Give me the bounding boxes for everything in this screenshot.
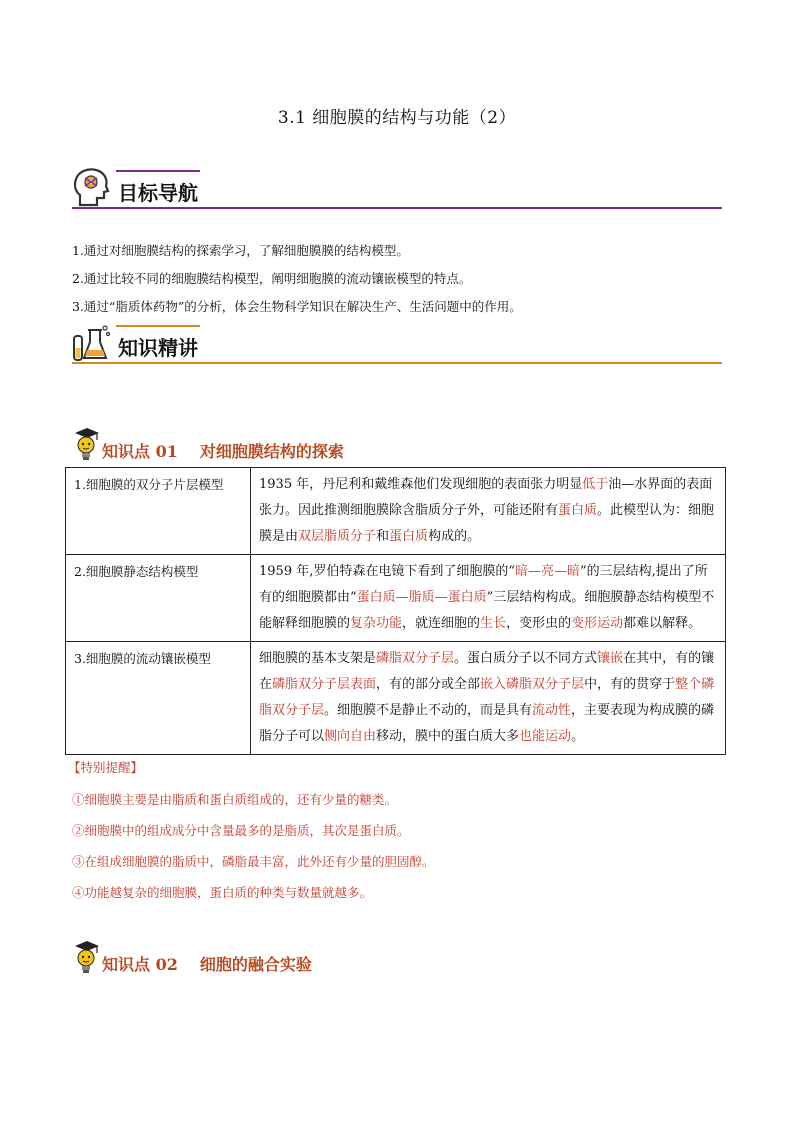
description-text: 和 [376, 529, 390, 544]
description-text: 在其中，有的镶在 [259, 651, 715, 692]
header-top-rule [116, 325, 200, 327]
reminder-item: ②细胞膜中的组成成分中含量最多的是脂质，其次是蛋白质。 [72, 823, 410, 838]
goal-item: 1.通过对细胞膜结构的探索学习，了解细胞膜膜的结构模型。 [72, 243, 409, 258]
goals-section-title: 目标导航 [118, 181, 198, 205]
description-text: 细胞膜的基本支架是 [259, 651, 377, 666]
special-reminder [68, 759, 722, 915]
goal-item: 2.通过比较不同的细胞膜结构模型，阐明细胞膜的流动镶嵌模型的特点。 [72, 271, 472, 286]
model-description-cell [251, 642, 726, 755]
knowledge-section-rule [72, 362, 722, 364]
knowledge-section-header [72, 322, 722, 368]
goals-list [72, 242, 722, 326]
key-term: 生长 [480, 616, 507, 631]
table-row [66, 642, 726, 755]
reminder-item: ①细胞膜主要是由脂质和蛋白质组成的，还有少量的糖类。 [72, 792, 398, 807]
knowledge-point-name: 细胞的融合实验 [199, 955, 312, 974]
description-text: ，变形虫的 [506, 616, 572, 631]
description-text: ”的三层结构,提出了所有的细胞膜都由“ [259, 564, 708, 605]
key-term: 双层脂质分子 [298, 529, 377, 544]
description-text: 移动，膜中的蛋白质大多 [376, 729, 520, 744]
description-text: 。蛋白质分子以不同方式 [454, 651, 598, 666]
knowledge-table [65, 467, 726, 755]
knowledge-point-number: 知识点 01 [102, 442, 178, 461]
table-row [66, 555, 726, 642]
head-gear-icon [72, 167, 112, 207]
graduate-bulb-icon [72, 425, 102, 463]
description-text: ”三层结构构成。细胞膜静态结构模型不能解释细胞膜的 [259, 590, 715, 631]
key-term: 嵌入磷脂双分子层 [480, 677, 585, 692]
key-term: 低于 [582, 477, 609, 492]
header-top-rule [116, 170, 200, 172]
description-text: 构成的。 [428, 529, 481, 544]
model-name-cell: 1.细胞膜的双分子片层模型 [66, 468, 251, 555]
knowledge-point-2-header [72, 938, 722, 978]
description-text: 1959 年,罗伯特森在电镜下看到了细胞膜的“ [259, 564, 515, 579]
reminder-item: ③在组成细胞膜的脂质中，磷脂最丰富，此外还有少量的胆固醇。 [72, 854, 435, 869]
description-text: 。细胞膜不是静止不动的，而是具有 [324, 703, 533, 718]
flask-icon [72, 322, 112, 362]
key-term: 蛋白质 [389, 529, 429, 544]
page-title: 3.1 细胞膜的结构与功能（2） [277, 108, 517, 128]
key-term: 侧向自由 [324, 729, 377, 744]
knowledge-section-title: 知识精讲 [118, 336, 198, 360]
key-term: 蛋白质—脂质—蛋白质 [356, 590, 487, 605]
model-name-cell: 2.细胞膜静态结构模型 [66, 555, 251, 642]
key-term: 镶嵌 [597, 651, 624, 666]
knowledge-point-name: 对细胞膜结构的探索 [199, 442, 344, 461]
description-text: 。 [571, 729, 585, 744]
description-text: 1935 年，丹尼利和戴维森他们发现细胞的表面张力明显 [259, 477, 583, 492]
key-term: 复杂功能 [350, 616, 403, 631]
key-term: 也能运动 [519, 729, 572, 744]
description-text: ，就连细胞的 [402, 616, 481, 631]
goals-section-header [72, 167, 722, 213]
reminder-title: 【特别提醒】 [68, 760, 144, 775]
key-term: 变形运动 [571, 616, 624, 631]
graduate-bulb-icon [72, 938, 102, 976]
description-text: 。此模型认为：细胞膜是由 [259, 503, 715, 544]
model-description-cell [251, 555, 726, 642]
description-text: 油—水界面的表面张力。因此推测细胞膜除含脂质分子外，可能还附有 [259, 477, 713, 518]
model-name-cell: 3.细胞膜的流动镶嵌模型 [66, 642, 251, 755]
key-term: 磷脂双分子层 [376, 651, 455, 666]
key-term: 暗—亮—暗 [515, 564, 581, 579]
key-term: 整个磷脂双分子层 [259, 677, 715, 718]
knowledge-point-1-title [102, 439, 344, 462]
key-term: 磷脂双分子层表面 [272, 677, 377, 692]
description-text: ，有的部分或全部 [376, 677, 481, 692]
reminder-item: ④功能越复杂的细胞膜，蛋白质的种类与数量就越多。 [72, 885, 373, 900]
key-term: 蛋白质 [558, 503, 598, 518]
description-text: 中，有的贯穿于 [584, 677, 676, 692]
description-text: 都难以解释。 [623, 616, 702, 631]
goal-item: 3.通过“脂质体药物”的分析，体会生物科学知识在解决生产、生活问题中的作用。 [72, 299, 522, 314]
key-term: 流动性 [532, 703, 572, 718]
table-row [66, 468, 726, 555]
description-text: ，主要表现为构成膜的磷脂分子可以 [259, 703, 715, 744]
model-description-cell [251, 468, 726, 555]
knowledge-point-1-header [72, 425, 722, 465]
knowledge-point-number: 知识点 02 [102, 955, 178, 974]
goals-section-rule [72, 207, 722, 209]
knowledge-point-2-title [102, 952, 312, 975]
